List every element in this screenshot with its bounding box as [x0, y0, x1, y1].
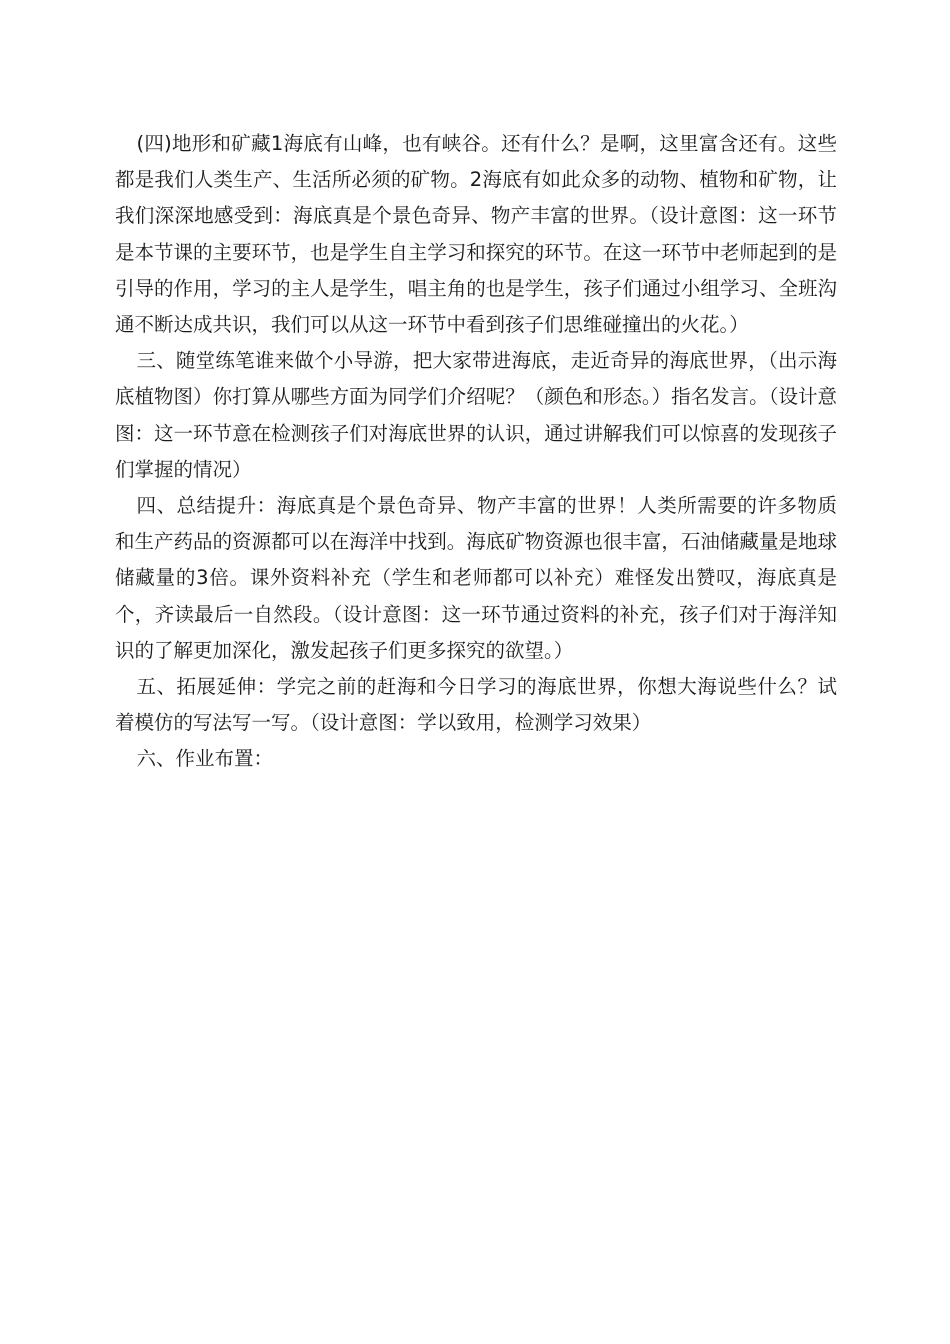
paragraph-terrain-minerals: (四)地形和矿藏1海底有山峰，也有峡谷。还有什么？是啊，这里富含还有。这些都是我们人类生产、生活所必须的矿物。2海底有如此众多的动物、植物和矿物，让我们深深地感受到：海底真是个景色奇异、物产丰富的世界。（设计意图：这一环节是本节课的主要环节，也是学生自主学习和探究的环节。在这一环节中老师起到的是引导的作用，学习的主人是学生，唱主角的也是学生，孩子们通过小组学习、全班沟通不断达成共识，我们可以从这一环节中看到孩子们思维碰撞出的火花。）	[115, 132, 837, 337]
paragraph-writing-practice: 三、随堂练笔谁来做个小导游，把大家带进海底，走近奇异的海底世界，（出示海底植物图）你打算从哪些方面为同学们介绍呢？（颜色和形态。）指名发言。（设计意图：这一环节意在检测孩子们对海底世界的认识，通过讲解我们可以惊喜的发现孩子们掌握的情况）	[115, 349, 837, 481]
paragraph-homework: 六、作业布置：	[136, 747, 273, 771]
document-body	[115, 126, 837, 778]
paragraph-extension: 五、拓展延伸：学完之前的赶海和今日学习的海底世界，你想大海说些什么？试着模仿的写法写一写。（设计意图：学以致用，检测学习效果）	[115, 675, 837, 735]
paragraph-summary: 四、总结提升：海底真是个景色奇异、物产丰富的世界！人类所需要的许多物质和生产药品的资源都可以在海洋中找到。海底矿物资源也很丰富，石油储藏量是地球储藏量的3倍。课外资料补充（学生和老师都可以补充）难怪发出赞叹，海底真是个，齐读最后一自然段。（设计意图：这一环节通过资料的补充，孩子们对于海洋知识的了解更加深化，激发起孩子们更多探究的欲望。）	[115, 494, 837, 662]
